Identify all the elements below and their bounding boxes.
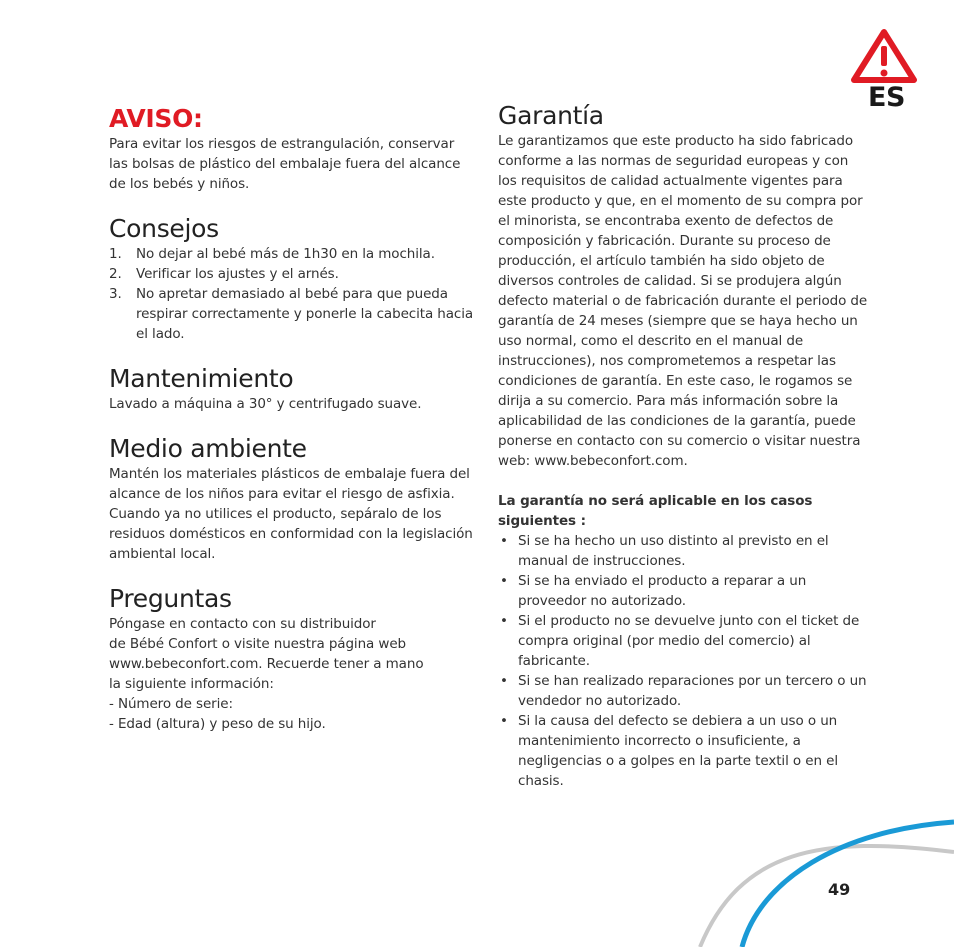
list-number: 1. [109,246,122,262]
bullet: • [500,573,508,589]
page-number: 49 [828,880,851,899]
preguntas-line: de Bébé Confort o visite nuestra página web [109,636,407,652]
list-text: Si se han realizado reparaciones por un tercero o un vendedor no autorizado. [518,673,867,709]
list-text: Si se ha hecho un uso distinto al previsto en el manual de instrucciones. [518,533,829,569]
mantenimiento-text: Lavado a máquina a 30° y centrifugado suave. [109,396,422,412]
garantia-text: Le garantizamos que este producto ha sido fabricado conforme a las normas de seguridad europeas y con los requisitos de calidad actualmente vigentes para este producto y que, en el momento de su compra por el minorista, se encontraba exento de defectos de composición y fabricación. Durante su proceso de producción, el artículo también ha sido objeto de diversos controles de calidad. Si se produjera algún defecto material o de fabricación durante el periodo de garantía de 24 meses (siempre que se haya hecho un uso normal, como el descrito en el manual de instrucciones), nos comprometemos a respetar las condiciones de garantía. En este caso, le rogamos se dirija a su comercio. Para más información sobre la aplicabilidad de las condiciones de la garantía, puede ponerse en contacto con su comercio o visitar nuestra web: www.bebeconfort.com. [498,133,868,469]
list-text: Si la causa del defecto se debiera a un uso o un mantenimiento incorrecto o insuficiente, a negligencias o a golpes en la parte textil o en el chasis. [518,713,838,789]
medio-ambiente-title: Medio ambiente [109,434,307,463]
aviso-text: Para evitar los riesgos de estrangulación, conservar las bolsas de plástico del embalaje fuera del alcance de los bebés y niños. [109,136,461,192]
garantia-title: Garantía [498,101,604,130]
gray-curve [700,846,954,947]
language-code: ES [868,82,905,113]
preguntas-line: Póngase en contacto con su distribuidor [109,616,376,632]
preguntas-line: la siguiente información: [109,676,274,692]
medio-ambiente-p2: Cuando ya no utilices el producto, sepáralo de los residuos domésticos en conformidad con la legislación ambiental local. [109,506,473,562]
preguntas-line: - Edad (altura) y peso de su hijo. [109,716,326,732]
aviso-title: AVISO: [109,104,203,133]
list-text: No apretar demasiado al bebé para que pueda respirar correctamente y ponerle la cabecita hacia el lado. [136,286,474,342]
mantenimiento-title: Mantenimiento [109,364,294,393]
list-number: 3. [109,286,122,302]
preguntas-line: - Número de serie: [109,696,233,712]
consejos-title: Consejos [109,214,219,243]
list-text: Si el producto no se devuelve junto con el ticket de compra original (por medio del comercio) al fabricante. [518,613,860,669]
bullet: • [500,713,508,729]
preguntas-line: www.bebeconfort.com. Recuerde tener a mano [109,656,424,672]
bullet: • [500,673,508,689]
exclusions-title: La garantía no será aplicable en los casos siguientes : [498,493,813,529]
list-text: Si se ha enviado el producto a reparar a un proveedor no autorizado. [518,573,807,609]
medio-ambiente-p1: Mantén los materiales plásticos de embalaje fuera del alcance de los niños para evitar el riesgo de asfixia. [109,466,470,502]
list-text: No dejar al bebé más de 1h30 en la mochila. [136,246,435,262]
bullet: • [500,613,508,629]
list-number: 2. [109,266,122,282]
preguntas-title: Preguntas [109,584,232,613]
list-text: Verificar los ajustes y el arnés. [136,266,339,282]
bullet: • [500,533,508,549]
